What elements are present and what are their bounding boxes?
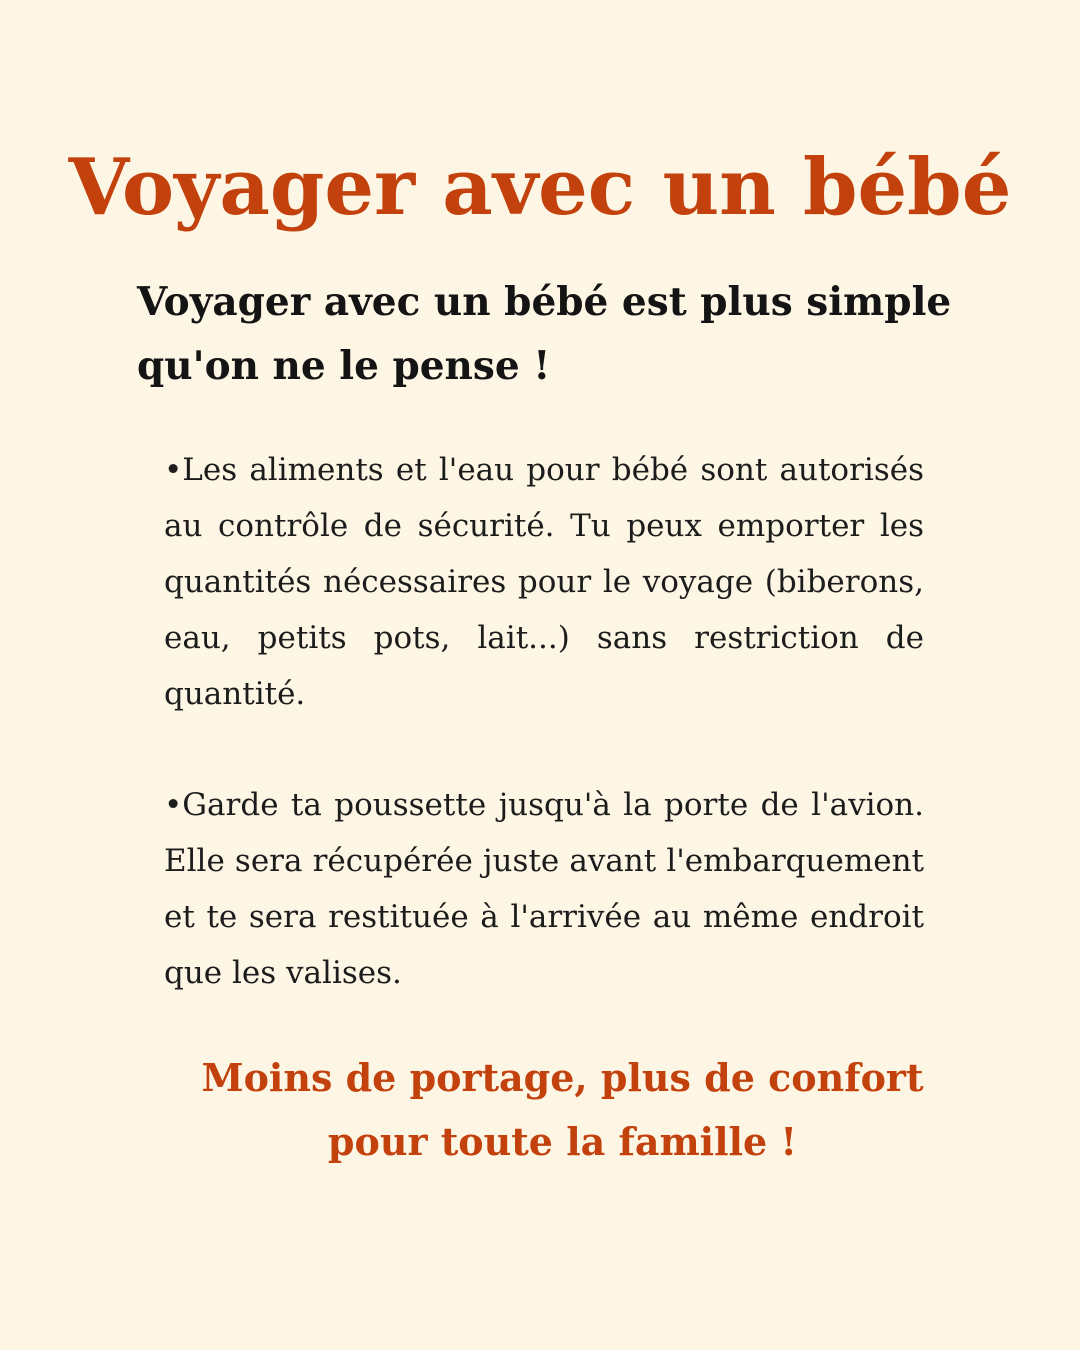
page-title: Voyager avec un bébé	[68, 142, 1012, 233]
closing-message: Moins de portage, plus de confort pour toute la famille !	[201, 1055, 924, 1164]
tip-paragraph-stroller: •Garde ta poussette jusqu'à la porte de l'avion. Elle sera récupérée juste avant l'embarquement et te sera restituée à l'arrivée au même endroit que les valises.	[164, 787, 924, 991]
tip-paragraph-food: •Les aliments et l'eau pour bébé sont autorisés au contrôle de sécurité. Tu peux emporter les quantités nécessaires pour le voyage (biberons, eau, petits pots, lait...) sans restriction de quantité.	[164, 452, 924, 712]
subtitle: Voyager avec un bébé est plus simple qu'on ne le pense !	[137, 279, 952, 389]
